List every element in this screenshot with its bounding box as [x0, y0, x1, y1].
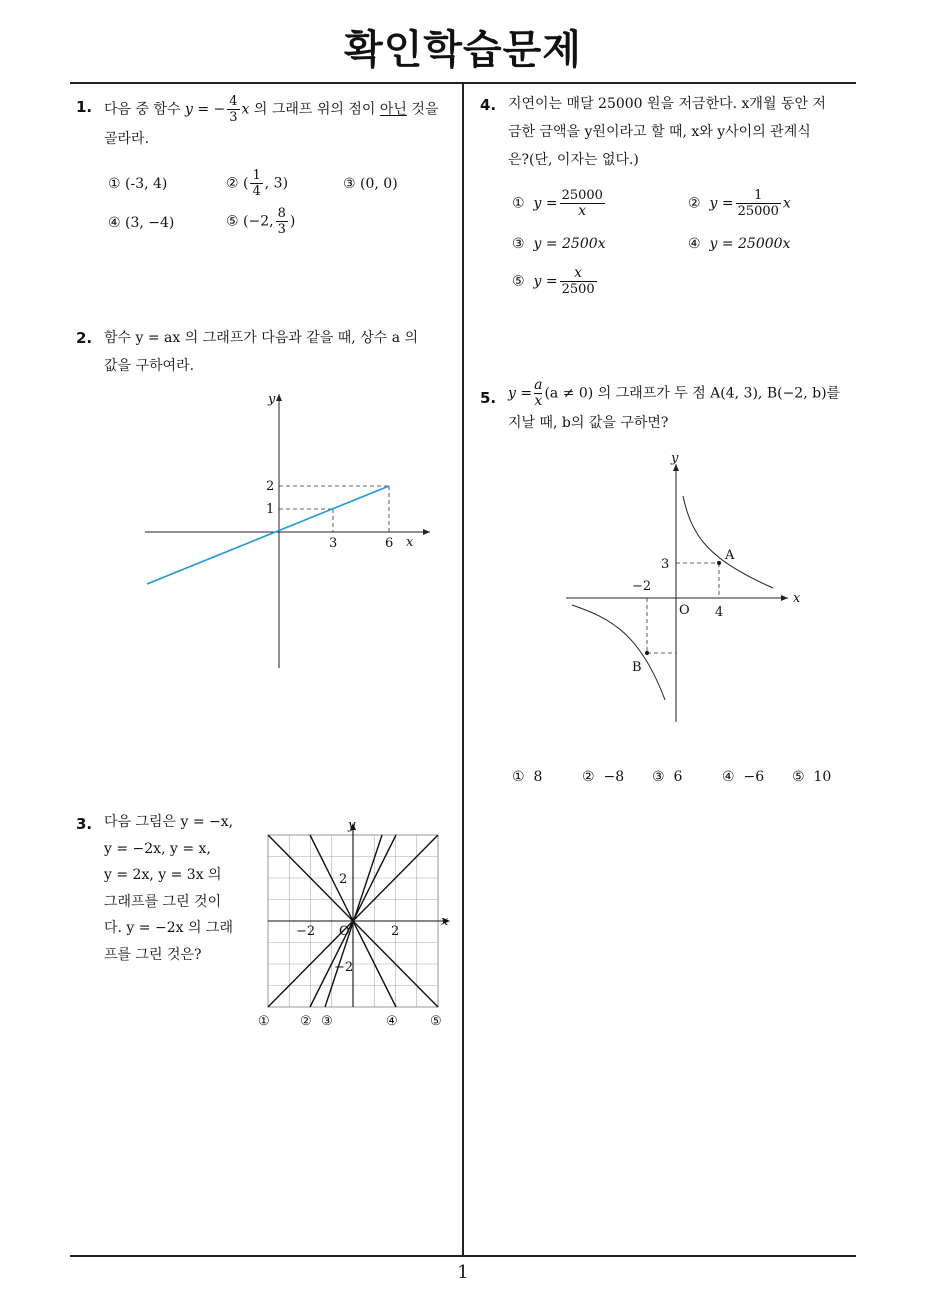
- q4-number: 4.: [480, 96, 497, 114]
- q5-choice-4[interactable]: ④ −6: [722, 769, 765, 785]
- q3-tick-neg-y: −2: [334, 960, 354, 975]
- q3-line: 다음 그림은 y = −x,: [104, 814, 234, 830]
- page-title: 확인학습문제: [344, 27, 582, 73]
- q2-line2: 값을 구하여라.: [104, 358, 195, 374]
- q4-stem: [508, 90, 858, 174]
- q5-xlabel: x: [793, 591, 801, 606]
- q1-text-c: 것을: [411, 101, 439, 118]
- q3-stem: [104, 809, 240, 968]
- q2-ylabel: y: [268, 392, 276, 407]
- q2-x-arrow: [423, 529, 430, 535]
- q4-choice-3[interactable]: ③ y = 2500x: [512, 236, 606, 252]
- q5-line1-rest: (a ≠ 0) 의 그래프가 두 점 A(4, 3), B(−2, b)를: [544, 385, 841, 402]
- q1-number: 1.: [76, 98, 93, 116]
- q1-fraction: $\frac{4}{3}$: [229, 94, 238, 125]
- q1-text-a: 다음 중 함수: [104, 101, 181, 118]
- q1-stem: [104, 94, 456, 153]
- q1-eq-lhs: y = −: [184, 101, 226, 118]
- q5-tick-x-neg: −2: [632, 579, 652, 594]
- q2-tick-y-1: 1: [266, 502, 275, 517]
- q3-mark-5: ⑤: [430, 1014, 442, 1029]
- q3-line: y = 2x, y = 3x 의: [104, 867, 222, 883]
- q3-mark-3: ③: [321, 1014, 333, 1029]
- q4-choice-5[interactable]: ⑤ y = $\frac{x}{2500}$: [512, 265, 595, 297]
- q5-stem: [508, 378, 860, 437]
- q4-choice-1[interactable]: ① y = $\frac{25000}{x}$: [512, 188, 603, 219]
- q3-xlabel: x: [441, 914, 449, 929]
- q3-number: 3.: [76, 815, 93, 833]
- q5-choice-1[interactable]: ① 8: [512, 769, 543, 785]
- q1-text-b: 의 그래프 위의 점이: [253, 101, 376, 118]
- q1-underlined: 아닌: [379, 101, 407, 118]
- q3-line: 다. y = −2x 의 그래: [104, 920, 233, 936]
- q3-line: 그래프를 그린 것이: [104, 893, 222, 910]
- q4-line: 금한 금액을 y원이라고 할 때, x와 y사이의 관계식: [508, 124, 811, 140]
- q3-line: 프를 그린 것은?: [104, 946, 202, 963]
- q5-curve-q1: [683, 496, 773, 588]
- q5-choice-3[interactable]: ③ 6: [652, 769, 683, 785]
- q1-eq-rhs: x: [241, 101, 250, 118]
- q1-choice-4[interactable]: ④ (3, −4): [108, 215, 175, 231]
- q2-number: 2.: [76, 329, 93, 347]
- q5-ylabel: y: [671, 451, 679, 466]
- q5-tick-x-pos: 4: [715, 605, 724, 620]
- q1-choice-1[interactable]: ① (-3, 4): [108, 176, 168, 192]
- q3-mark-1: ①: [258, 1014, 270, 1029]
- q5-number: 5.: [480, 389, 497, 407]
- q1-choice-2[interactable]: ② ( $\frac{1}{4}$ , 3): [226, 168, 289, 199]
- q3-tick-pos-y: 2: [339, 872, 348, 887]
- q5-tick-y: 3: [661, 557, 670, 572]
- q5-point-b: [645, 651, 649, 655]
- q5-origin: O: [679, 603, 690, 618]
- q3-graph: [250, 815, 460, 1035]
- q3-mark-4: ④: [386, 1014, 398, 1029]
- q5-choice-2[interactable]: ② −8: [582, 769, 625, 785]
- bottom-rule: [70, 1255, 856, 1257]
- q1-text-line2: 골라라.: [104, 131, 150, 147]
- q2-tick-x-3: 3: [329, 536, 338, 551]
- q5-choice-5[interactable]: ⑤ 10: [792, 769, 832, 785]
- q5-graph: [560, 448, 810, 728]
- q3-tick-pos-x: 2: [391, 924, 400, 939]
- q3-tick-neg-x: −2: [296, 924, 316, 939]
- q5-fraction: $\frac{a}{x}$: [534, 377, 543, 409]
- q2-tick-x-6: 6: [385, 536, 394, 551]
- q5-point-a: [717, 561, 721, 565]
- q2-line1: 함수 y = ax 의 그래프가 다음과 같을 때, 상수 a 의: [104, 330, 419, 346]
- q2-y-arrow: [276, 394, 282, 401]
- q3-origin: O: [339, 924, 350, 939]
- q2-stem: [104, 324, 456, 380]
- page-number: 1: [457, 1262, 469, 1283]
- q2-xlabel: x: [406, 535, 414, 550]
- q5-point-b-label: B: [632, 660, 642, 675]
- q2-graph: [140, 386, 440, 676]
- q3-ylabel: y: [348, 818, 356, 833]
- q5-point-a-label: A: [725, 548, 735, 563]
- q3-mark-2: ②: [300, 1014, 312, 1029]
- q5-eq-pre: y =: [508, 385, 533, 402]
- q2-line-graph: [147, 486, 389, 584]
- q1-choice-3[interactable]: ③ (0, 0): [343, 176, 398, 192]
- q3-line: y = −2x, y = x,: [104, 840, 211, 857]
- q4-choice-4[interactable]: ④ y = 25000x: [688, 236, 791, 252]
- q4-line: 은?(단, 이자는 없다.): [508, 152, 639, 168]
- q5-x-arrow: [781, 595, 788, 601]
- column-divider: [462, 82, 464, 1256]
- q4-line: 지연이는 매달 25000 원을 저금한다. x개월 동안 저: [508, 96, 826, 112]
- q4-choice-2[interactable]: ② y = $\frac{1}{25000}$ x: [688, 188, 791, 219]
- q5-curve-q3: [572, 605, 665, 700]
- q2-tick-y-2: 2: [266, 479, 275, 494]
- q1-choice-5[interactable]: ⑤ (−2, $\frac{8}{3}$ ): [226, 206, 296, 237]
- q5-line2: 지날 때, b의 값을 구하면?: [508, 415, 669, 431]
